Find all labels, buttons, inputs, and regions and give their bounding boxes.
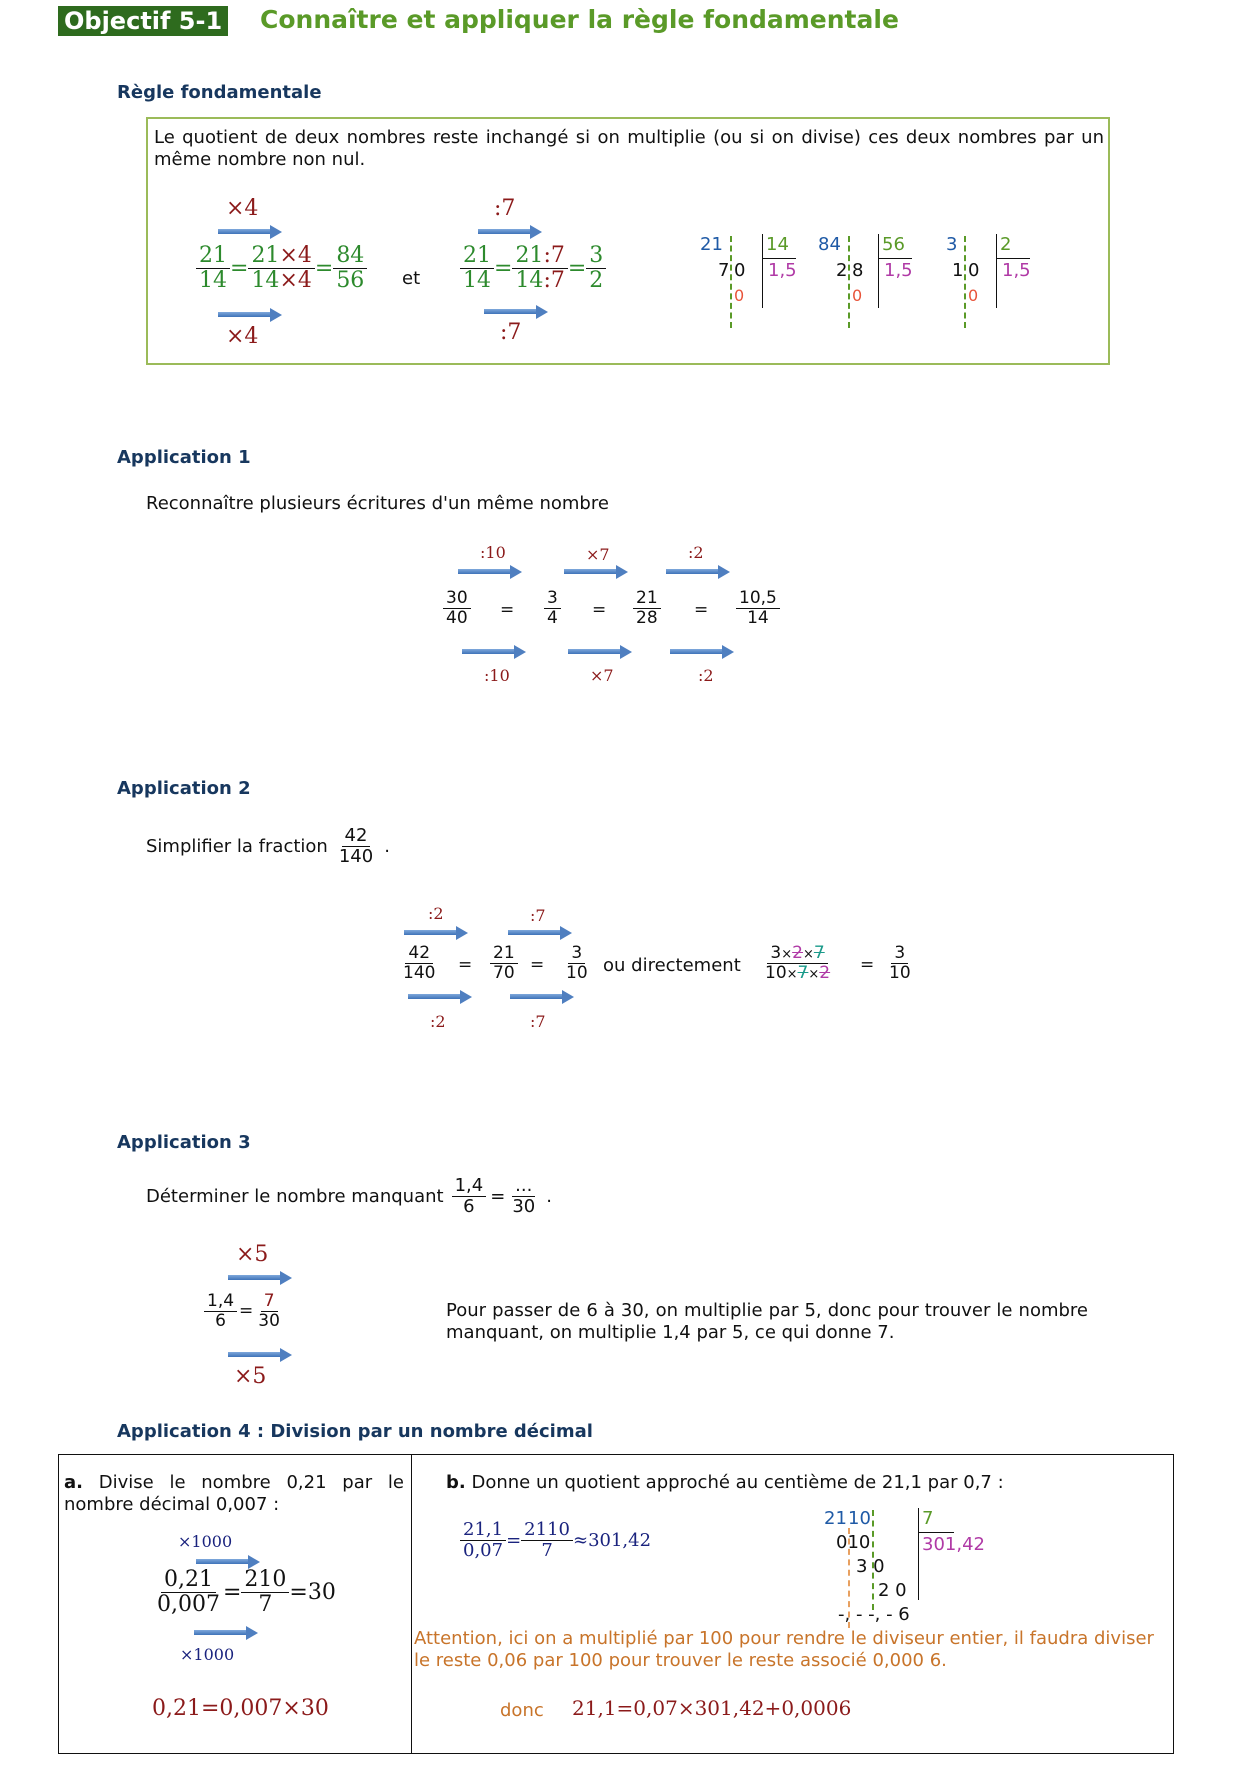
app3-explanation: Pour passer de 6 à 30, on multiplie par 5, donc pour trouver le nombre manquant, on multiplie 1,4 par 5, ce qui donne 7.	[446, 1300, 1088, 1343]
arrow-right-icon	[666, 565, 730, 577]
arrow-right-icon	[218, 225, 282, 237]
arrow-right-icon	[564, 565, 628, 577]
app1-frac-1: $\frac{30}{40}$	[443, 589, 471, 627]
long-division-3: 3 1 0 0 2 1,5	[946, 234, 1046, 330]
app1-heading: Application 1	[117, 447, 251, 468]
app3-solution: $\frac{1,4}{6}$ = $\frac{7}{30}$	[204, 1292, 283, 1330]
app4-a-text: a. Divise le nombre 0,21 par le nombre décimal 0,007 :	[64, 1472, 404, 1515]
app1-text: Reconnaître plusieurs écritures d'un même nombre	[146, 493, 609, 514]
app4-b-long-division: 21 10 010 3 0 2 0 -, - -, - 6 7 301,42	[824, 1508, 1004, 1628]
app1-op-top-2: ×7	[586, 545, 610, 564]
arrow-right-icon	[228, 1348, 292, 1360]
arrow-right-icon	[510, 990, 574, 1002]
app4-a-equation: $\frac{0,21}{0,007}$ = $\frac{210}{7}$ =30	[157, 1567, 336, 1618]
arrow-right-icon	[462, 645, 526, 657]
equals-sign: =	[592, 600, 607, 620]
app2-text: Simplifier la fraction $\frac{42}{140}$ .	[146, 825, 390, 867]
app4-b-attention: Attention, ici on a multiplié par 100 pour rendre le diviseur entier, il faudra diviser le reste 0,06 par 100 pour trouver le reste associé 0,000 6.	[414, 1628, 1154, 1671]
app4-a-op-top: ×1000	[178, 1532, 233, 1551]
app4-b-final: 21,1=0,07×301,42+0,0006	[572, 1696, 852, 1720]
op-times4-top: ×4	[226, 196, 259, 221]
et-label: et	[402, 268, 421, 289]
app2-heading: Application 2	[117, 778, 251, 799]
equals-sign: =	[694, 600, 709, 620]
arrow-right-icon	[670, 645, 734, 657]
app4-b-equation: $\frac{21,1}{0,07}$ = $\frac{2110}{7}$ ≈301,42	[460, 1520, 651, 1561]
objective-badge: Objectif 5-1	[58, 6, 228, 36]
app2-question-fraction: $\frac{42}{140}$	[338, 825, 374, 867]
app2-frac-3: $\frac{3}{10}$	[566, 943, 588, 983]
app4-a-op-bottom: ×1000	[180, 1645, 235, 1664]
app3-heading: Application 3	[117, 1132, 251, 1153]
long-division-2: 84 2 8 0 56 1,5	[818, 234, 918, 330]
arrow-right-icon	[404, 926, 468, 938]
app3-question-fraction-2: $\frac{...}{30}$	[512, 1175, 536, 1217]
app2-op-top-1: :2	[428, 904, 444, 923]
arrow-right-icon	[196, 1555, 260, 1567]
arrow-right-icon	[194, 1626, 258, 1638]
page-title: Connaître et appliquer la règle fondamentale	[260, 5, 899, 34]
app1-op-top-1: :10	[480, 543, 506, 562]
arrow-right-icon	[218, 308, 282, 320]
app2-direct-fraction: $\frac{3\times 2\times 7}{10\times 7\times 2}$	[765, 943, 831, 983]
rule-example-2: $\frac{21}{14}$ = $\frac{21:7}{14:7}$ = $\frac{3}{2}$	[460, 244, 606, 293]
app4-b-text: b. Donne un quotient approché au centième de 21,1 par 0,7 :	[446, 1472, 1004, 1493]
arrow-right-icon	[458, 565, 522, 577]
app3-text: Déterminer le nombre manquant $\frac{1,4}{6}$ = $\frac{...}{30}$ .	[146, 1175, 552, 1217]
equals-sign: =	[860, 955, 875, 975]
equals-sign: =	[530, 955, 545, 975]
app4-divider	[411, 1454, 412, 1754]
app1-op-top-3: :2	[688, 543, 704, 562]
rule-example-1: $\frac{21}{14}$ = $\frac{21\times 4}{14\times 4}$ = $\frac{84}{56}$	[196, 244, 367, 293]
arrow-right-icon	[228, 1271, 292, 1283]
op-div7-bottom: :7	[500, 320, 522, 345]
app1-frac-4: $\frac{10,5}{14}$	[736, 589, 780, 627]
arrow-right-icon	[478, 225, 542, 237]
app1-frac-3: $\frac{21}{28}$	[633, 589, 661, 627]
rule-heading: Règle fondamentale	[117, 82, 322, 103]
long-division-1: 21 7 0 0 14 1,5	[700, 234, 800, 330]
app3-op-bottom: ×5	[234, 1364, 267, 1389]
app3-op-top: ×5	[236, 1242, 269, 1267]
app1-op-bottom-3: :2	[698, 666, 714, 685]
app1-op-bottom-2: ×7	[590, 666, 614, 685]
equals-sign: =	[458, 955, 473, 975]
arrow-right-icon	[508, 926, 572, 938]
op-div7-top: :7	[494, 196, 516, 221]
app2-op-top-2: :7	[530, 906, 546, 925]
app2-op-bottom-1: :2	[430, 1012, 446, 1031]
app4-heading: Application 4 : Division par un nombre décimal	[117, 1421, 593, 1442]
app4-b-donc: donc	[500, 1700, 544, 1721]
arrow-right-icon	[484, 305, 548, 317]
app3-question-fraction-1: $\frac{1,4}{6}$	[452, 1176, 487, 1217]
arrow-right-icon	[568, 645, 632, 657]
app2-frac-1: $\frac{42}{140}$	[403, 943, 436, 983]
app1-op-bottom-1: :10	[484, 666, 510, 685]
app2-frac-2: $\frac{21}{70}$	[490, 944, 518, 982]
op-times4-bottom: ×4	[226, 324, 259, 349]
app1-frac-2: $\frac{3}{4}$	[544, 589, 561, 627]
app2-op-bottom-2: :7	[530, 1012, 546, 1031]
equals-sign: =	[500, 600, 515, 620]
app4-a-final: 0,21=0,007×30	[152, 1696, 329, 1721]
app2-result-fraction: $\frac{3}{10}$	[889, 943, 911, 983]
ou-directement-label: ou directement	[603, 955, 741, 976]
rule-text: Le quotient de deux nombres reste inchangé si on multiplie (ou si on divise) ces deux nombres par un même nombre non nul.	[154, 127, 1104, 170]
arrow-right-icon	[408, 990, 472, 1002]
